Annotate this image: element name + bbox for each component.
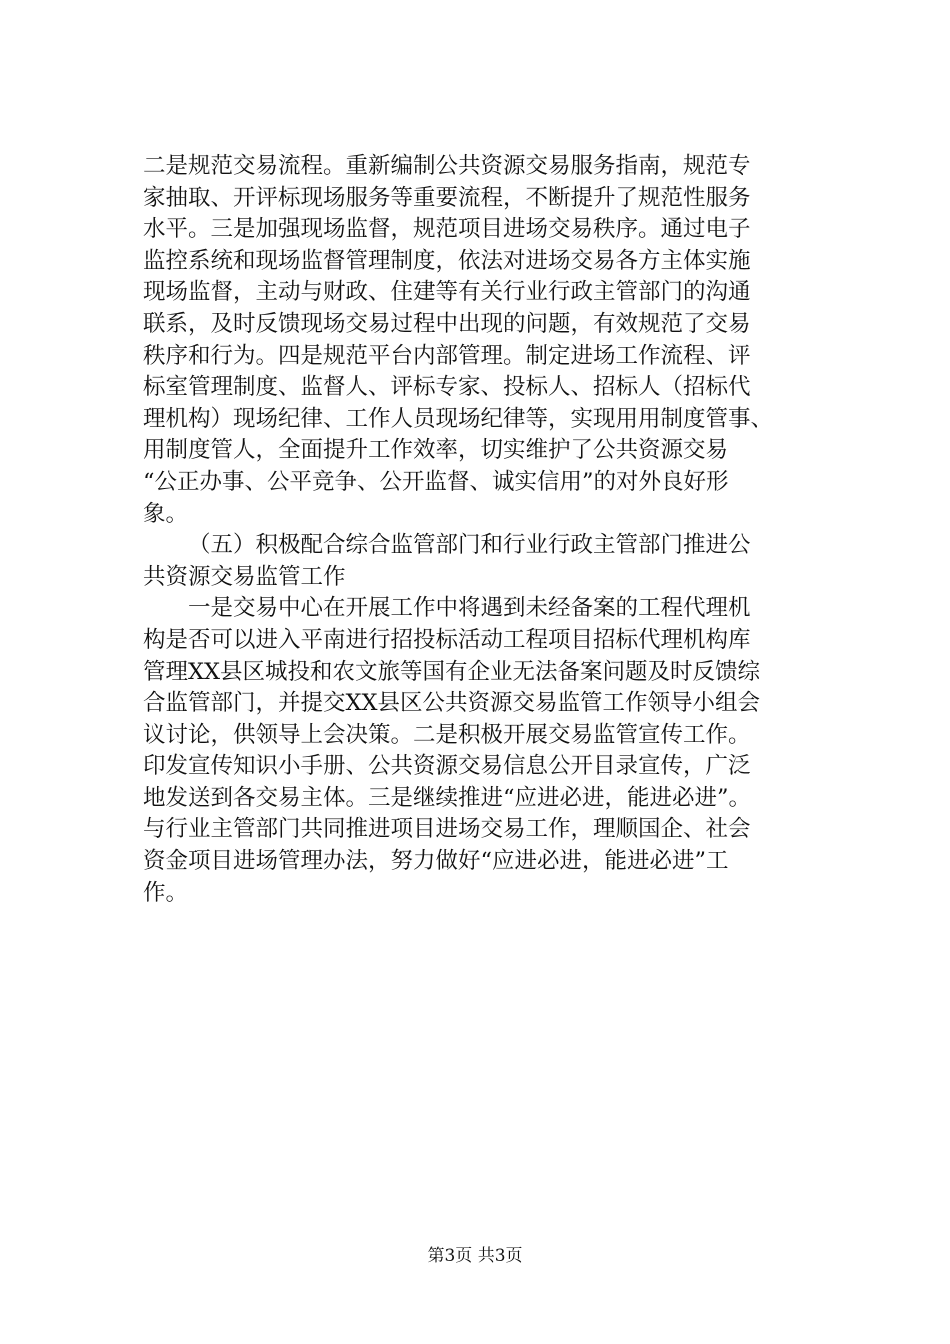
text-line: 构是否可以进入平南进行招投标活动工程项目招标代理机构库 (143, 626, 751, 653)
text-line: 监控系统和现场监督管理制度，依法对进场交易各方主体实施 (143, 247, 751, 274)
text-line: 议讨论，供领导上会决策。二是积极开展交易监管宣传工作。 (143, 721, 751, 748)
text-line: 现场监督，主动与财政、住建等有关行业行政主管部门的沟通 (143, 279, 751, 306)
text-line: 管理XX县区城投和农文旅等国有企业无法备案问题及时反馈综 (143, 658, 761, 685)
text-line: 标室管理制度、监督人、评标专家、投标人、招标人（招标代 (143, 374, 751, 401)
text-line: 秩序和行为。四是规范平台内部管理。制定进场工作流程、评 (143, 342, 751, 369)
text-line: 与行业主管部门共同推进项目进场交易工作，理顺国企、社会 (143, 816, 751, 843)
text-line: 理机构）现场纪律、工作人员现场纪律等，实现用用制度管事、 (143, 405, 774, 432)
text-line: 水平。三是加强现场监督，规范项目进场交易秩序。通过电子 (143, 216, 751, 243)
section-heading: （五）积极配合综合监管部门和行业行政主管部门推进公 (188, 532, 751, 559)
text-line: 合监管部门，并提交XX县区公共资源交易监管工作领导小组会 (143, 690, 761, 717)
text-line: 二是规范交易流程。重新编制公共资源交易服务指南，规范专 (143, 153, 751, 179)
text-line: 作。 (143, 879, 189, 906)
text-line: 用制度管人，全面提升工作效率，切实维护了公共资源交易 (143, 437, 729, 464)
text-line: “公正办事、公平竞争、公开监督、诚实信用”的对外良好形 (143, 468, 729, 495)
text-line: 资金项目进场管理办法，努力做好“应进必进，能进必进”工 (143, 848, 729, 875)
page-footer: 第3页 共3页 (427, 1246, 523, 1266)
text-line: 家抽取、开评标现场服务等重要流程，不断提升了规范性服务 (143, 184, 751, 211)
document-body (143, 151, 811, 909)
text-line: 联系，及时反馈现场交易过程中出现的问题，有效规范了交易 (143, 310, 751, 337)
text-line: 地发送到各交易主体。三是继续推进“应进必进，能进必进”。 (143, 784, 752, 811)
text-line: 象。 (143, 500, 189, 527)
section-heading-continued: 共资源交易监管工作 (143, 563, 346, 590)
text-line: 印发宣传知识小手册、公共资源交易信息公开目录宣传，广泛 (143, 753, 751, 780)
text-line: 一是交易中心在开展工作中将遇到未经备案的工程代理机 (188, 595, 751, 622)
